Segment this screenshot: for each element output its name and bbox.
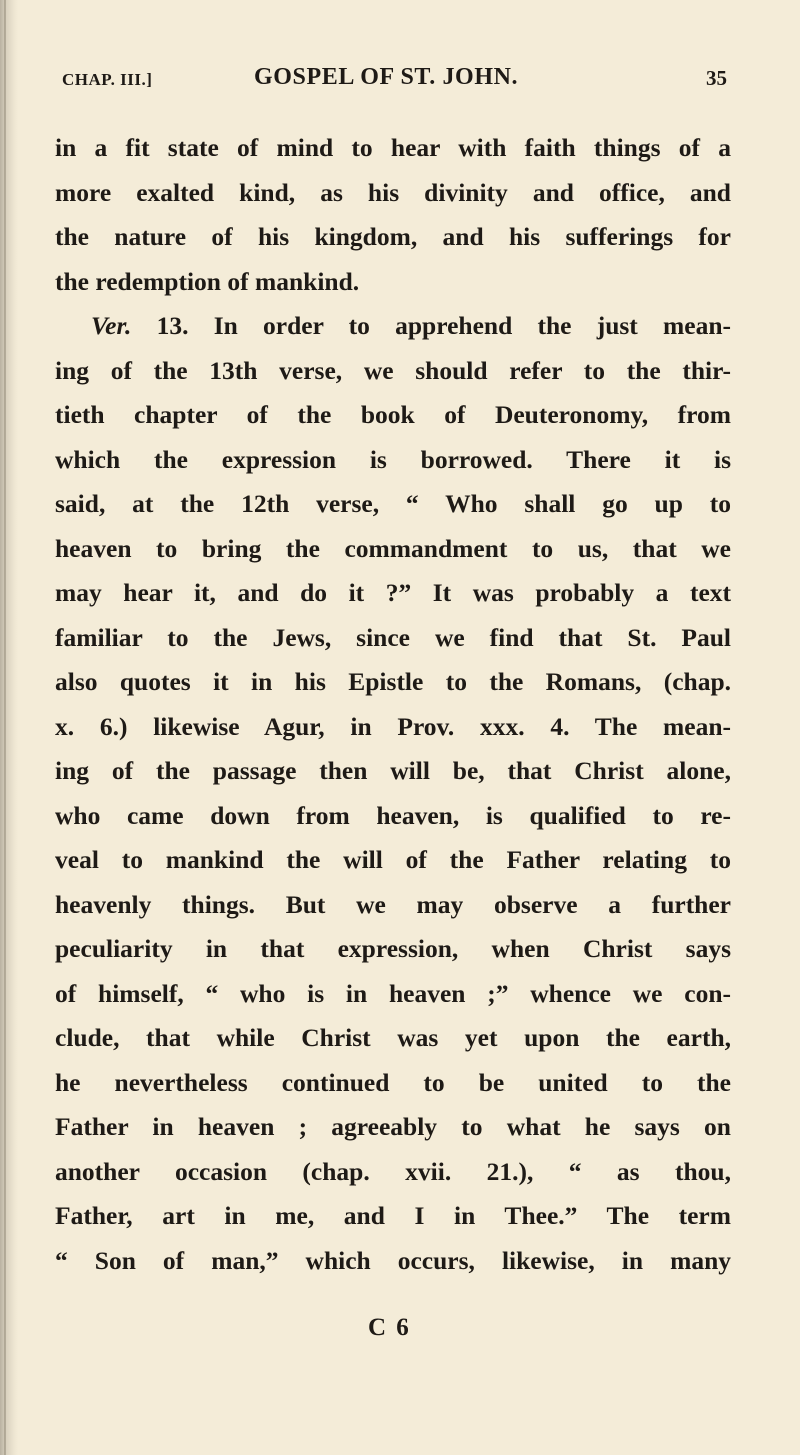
text-line: who came down from heaven, is qualified to re- (55, 800, 731, 830)
text-line: ing of the passage then will be, that Christ alone, (55, 756, 731, 785)
text-line: said, at the 12th verse, “ Who shall go up to (55, 489, 731, 518)
page-number: 35 (706, 66, 727, 90)
body-text (55, 126, 731, 1283)
text-line: ing of the 13th verse, we should refer to the thir- (55, 355, 731, 385)
text-line: peculiarity in that expression, when Christ says (55, 934, 731, 963)
verse-abbrev: Ver. (91, 311, 132, 340)
text-line: “ Son of man,” which occurs, likewise, in many (55, 1245, 731, 1275)
text-line: Father, art in me, and I in Thee.” The term (55, 1201, 731, 1230)
text-line: clude, that while Christ was yet upon the earth, (55, 1023, 731, 1052)
page-binding-edge (0, 0, 18, 1455)
text-line: familiar to the Jews, since we find that St. Paul (55, 622, 731, 652)
signature-mark: C 6 (368, 1314, 411, 1341)
text-line: Father in heaven ; agreeably to what he says on (55, 1112, 731, 1141)
text-line: tieth chapter of the book of Deuteronomy, from (55, 400, 731, 429)
running-head (62, 64, 727, 94)
binding-shadow-line (4, 0, 6, 1455)
chapter-label: CHAP. III.] (62, 70, 153, 89)
text-line: heavenly things. But we may observe a further (55, 889, 731, 919)
text-line: another occasion (chap. xvii. 21.), “ as thou, (55, 1156, 731, 1186)
text-line: may hear it, and do it ?” It was probably a text (55, 578, 731, 607)
text-line: of himself, “ who is in heaven ;” whence we con- (55, 978, 731, 1008)
text-line: heaven to bring the commandment to us, that we (55, 533, 731, 563)
text-line: the nature of his kingdom, and his sufferings for (55, 222, 731, 251)
book-title: GOSPEL OF ST. JOHN. (254, 64, 519, 90)
text-line: x. 6.) likewise Agur, in Prov. xxx. 4. The mean- (55, 711, 731, 741)
verse-13-line: Ver. 13. In order to apprehend the just mean- (91, 311, 731, 340)
text-line: the redemption of mankind. (55, 266, 360, 296)
text-line: also quotes it in his Epistle to the Romans, (chap. (55, 667, 731, 696)
text-line: which the expression is borrowed. There it is (55, 444, 731, 474)
text-line: more exalted kind, as his divinity and office, and (55, 177, 731, 207)
text-line-verse-heading (55, 304, 731, 349)
text-line: he nevertheless continued to be united to the (55, 1067, 731, 1097)
text-line: in a fit state of mind to hear with faith things of a (55, 133, 731, 162)
text-line: veal to mankind the will of the Father relating to (55, 845, 731, 874)
